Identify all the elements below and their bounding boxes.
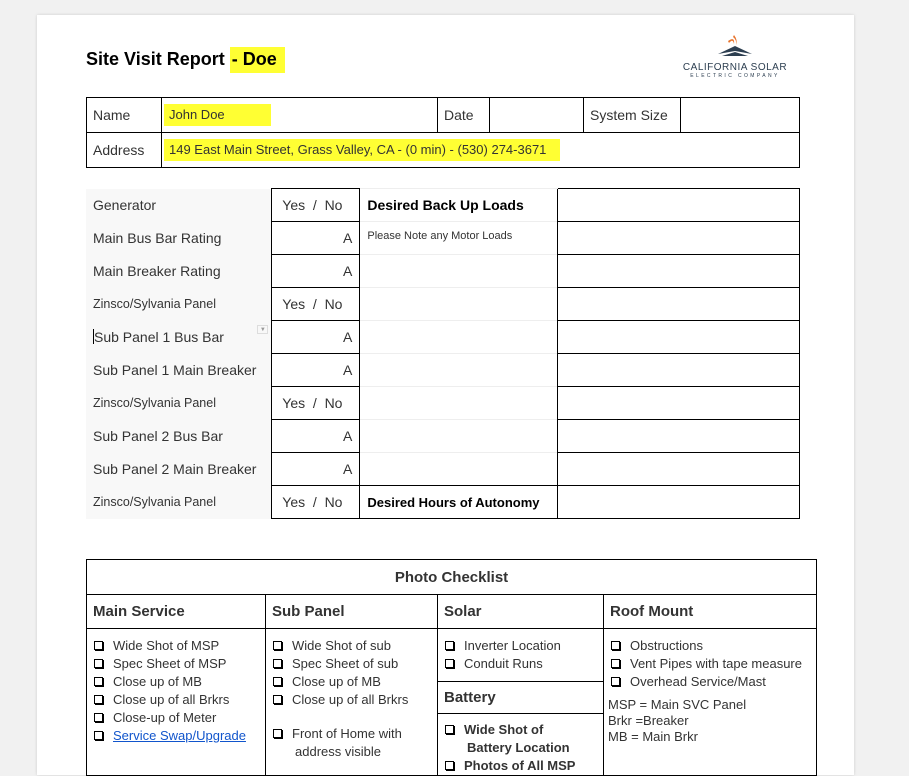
main-service-list xyxy=(87,629,265,745)
solar-list xyxy=(438,629,603,673)
autonomy-field[interactable] xyxy=(558,486,800,519)
address-value: 149 East Main Street, Grass Valley, CA - (0 min) - (530) 274-3671 xyxy=(164,139,560,161)
list-item: Wide Shot of sub xyxy=(273,637,437,655)
service-swap-link[interactable]: Service Swap/Upgrade xyxy=(113,728,246,743)
equip-value[interactable]: Yes / No xyxy=(272,288,360,321)
equip-value[interactable]: Yes / No xyxy=(272,387,360,420)
equip-label: Sub Panel 1 Main Breaker xyxy=(86,354,272,387)
name-value: John Doe xyxy=(164,104,271,126)
checkbox-icon[interactable] xyxy=(611,677,620,686)
checkbox-icon[interactable] xyxy=(611,659,620,668)
solar-cell xyxy=(438,629,604,776)
battery-heading: Battery xyxy=(438,681,603,714)
checkbox-icon[interactable] xyxy=(273,677,282,686)
equip-value[interactable]: A xyxy=(272,255,360,288)
backup-loads-heading: Desired Back Up Loads xyxy=(360,189,558,222)
equip-label: Sub Panel 2 Main Breaker xyxy=(86,453,272,486)
customer-info-table xyxy=(86,97,800,168)
backup-load-field[interactable] xyxy=(558,189,800,222)
list-item: Close up of MB xyxy=(94,673,265,691)
list-item: Overhead Service/Mast xyxy=(611,673,816,691)
checkbox-icon[interactable] xyxy=(445,659,454,668)
main-service-heading: Main Service xyxy=(87,595,266,629)
autonomy-heading: Desired Hours of Autonomy xyxy=(360,486,558,519)
equip-label: Sub Panel 2 Bus Bar xyxy=(86,420,272,453)
list-item: Photos of All MSP xyxy=(445,757,603,775)
backup-load-field[interactable] xyxy=(558,354,800,387)
roof-mount-cell xyxy=(604,629,817,776)
checkbox-icon[interactable] xyxy=(445,761,454,770)
equip-label: Zinsco/Sylvania Panel xyxy=(86,387,272,420)
load-cell xyxy=(360,321,558,354)
checkbox-icon[interactable] xyxy=(611,641,620,650)
report-title: Site Visit Report xyxy=(86,49,225,69)
equip-label: Zinsco/Sylvania Panel xyxy=(86,486,272,519)
note-line: MSP = Main SVC Panel xyxy=(608,697,747,712)
address-label: Address xyxy=(87,133,162,168)
photo-checklist-title: Photo Checklist xyxy=(87,560,817,595)
note-line: MB = Main Brkr xyxy=(608,729,698,744)
load-cell xyxy=(360,453,558,486)
document-page xyxy=(37,15,854,775)
load-cell xyxy=(360,354,558,387)
load-cell xyxy=(360,255,558,288)
table-row xyxy=(86,420,800,453)
solar-heading: Solar xyxy=(438,595,604,629)
sub-panel-cell xyxy=(266,629,438,776)
equip-label-with-cursor[interactable] xyxy=(86,321,272,354)
backup-load-field[interactable] xyxy=(558,420,800,453)
sub-panel-list xyxy=(266,629,437,761)
checkbox-icon[interactable] xyxy=(94,695,103,704)
photo-checklist-table xyxy=(86,559,817,776)
table-row xyxy=(86,486,800,519)
system-size-label: System Size xyxy=(584,98,681,133)
equip-value[interactable]: A xyxy=(272,354,360,387)
logo-company-name: CALIFORNIA SOLAR xyxy=(682,62,788,73)
table-row xyxy=(86,387,800,420)
list-item: Close up of all Brkrs xyxy=(94,691,265,709)
list-item: Conduit Runs xyxy=(445,655,603,673)
backup-load-field[interactable] xyxy=(558,321,800,354)
checkbox-icon[interactable] xyxy=(94,677,103,686)
motor-loads-note: Please Note any Motor Loads xyxy=(360,222,558,255)
equip-label: Main Bus Bar Rating xyxy=(86,222,272,255)
table-row xyxy=(86,321,800,354)
page-title xyxy=(86,49,285,70)
checkbox-icon[interactable] xyxy=(94,659,103,668)
list-item xyxy=(94,727,265,745)
list-item: Close up of MB xyxy=(273,673,437,691)
equip-value[interactable]: Yes / No xyxy=(272,486,360,519)
address-cell[interactable] xyxy=(162,133,800,168)
backup-load-field[interactable] xyxy=(558,453,800,486)
table-row xyxy=(86,453,800,486)
equip-label: Generator xyxy=(86,189,272,222)
checkbox-icon[interactable] xyxy=(273,695,282,704)
table-row xyxy=(86,354,800,387)
backup-load-field[interactable] xyxy=(558,222,800,255)
load-cell xyxy=(360,288,558,321)
equip-label-text: Sub Panel 1 Bus Bar xyxy=(94,329,224,345)
report-title-suffix: - Doe xyxy=(230,47,285,73)
main-service-cell xyxy=(87,629,266,776)
equip-label: Main Breaker Rating xyxy=(86,255,272,288)
list-item: Spec Sheet of sub xyxy=(273,655,437,673)
equip-value[interactable]: A xyxy=(272,321,360,354)
backup-load-field[interactable] xyxy=(558,288,800,321)
list-item: Close up of all Brkrs xyxy=(273,691,437,709)
equip-value[interactable]: A xyxy=(272,420,360,453)
equip-value[interactable]: A xyxy=(272,453,360,486)
checkbox-icon[interactable] xyxy=(273,641,282,650)
abbreviation-notes xyxy=(604,691,816,745)
list-item: Wide Shot of Battery Location xyxy=(445,721,575,757)
equipment-table xyxy=(86,188,800,519)
list-item: Inverter Location xyxy=(445,637,603,655)
date-label: Date xyxy=(438,98,490,133)
company-logo xyxy=(682,32,788,80)
list-item: Wide Shot of MSP xyxy=(94,637,265,655)
solar-panel-logo-icon xyxy=(682,32,788,62)
table-row xyxy=(86,222,800,255)
checkbox-icon[interactable] xyxy=(273,659,282,668)
sub-panel-heading: Sub Panel xyxy=(266,595,438,629)
backup-load-field[interactable] xyxy=(558,387,800,420)
checkbox-icon[interactable] xyxy=(445,641,454,650)
list-item: Vent Pipes with tape measure xyxy=(611,655,816,673)
list-item: Close-up of Meter xyxy=(94,709,265,727)
checkbox-icon[interactable] xyxy=(273,729,282,738)
list-item: Front of Home with address visible xyxy=(273,725,423,761)
load-cell xyxy=(360,420,558,453)
name-label: Name xyxy=(87,98,162,133)
equip-value[interactable]: A xyxy=(272,222,360,255)
name-cell[interactable] xyxy=(162,98,438,133)
table-row xyxy=(86,189,800,222)
checkbox-icon[interactable] xyxy=(94,641,103,650)
checkbox-icon[interactable] xyxy=(94,713,103,722)
backup-load-field[interactable] xyxy=(558,255,800,288)
equip-label: Zinsco/Sylvania Panel xyxy=(86,288,272,321)
note-line: Brkr =Breaker xyxy=(608,713,689,728)
equip-value[interactable]: Yes / No xyxy=(272,189,360,222)
battery-list xyxy=(438,714,603,775)
table-row xyxy=(86,288,800,321)
logo-tagline: ELECTRIC COMPANY xyxy=(690,73,780,79)
list-item: Obstructions xyxy=(611,637,816,655)
roof-mount-heading: Roof Mount xyxy=(604,595,817,629)
dropdown-arrow-icon[interactable]: ▼ xyxy=(257,325,268,334)
checkbox-icon[interactable] xyxy=(445,725,454,734)
load-cell xyxy=(360,387,558,420)
date-value[interactable] xyxy=(490,98,584,133)
system-size-value[interactable] xyxy=(681,98,800,133)
list-item: Spec Sheet of MSP xyxy=(94,655,265,673)
roof-mount-list xyxy=(604,629,816,691)
table-row xyxy=(86,255,800,288)
checkbox-icon[interactable] xyxy=(94,731,103,740)
